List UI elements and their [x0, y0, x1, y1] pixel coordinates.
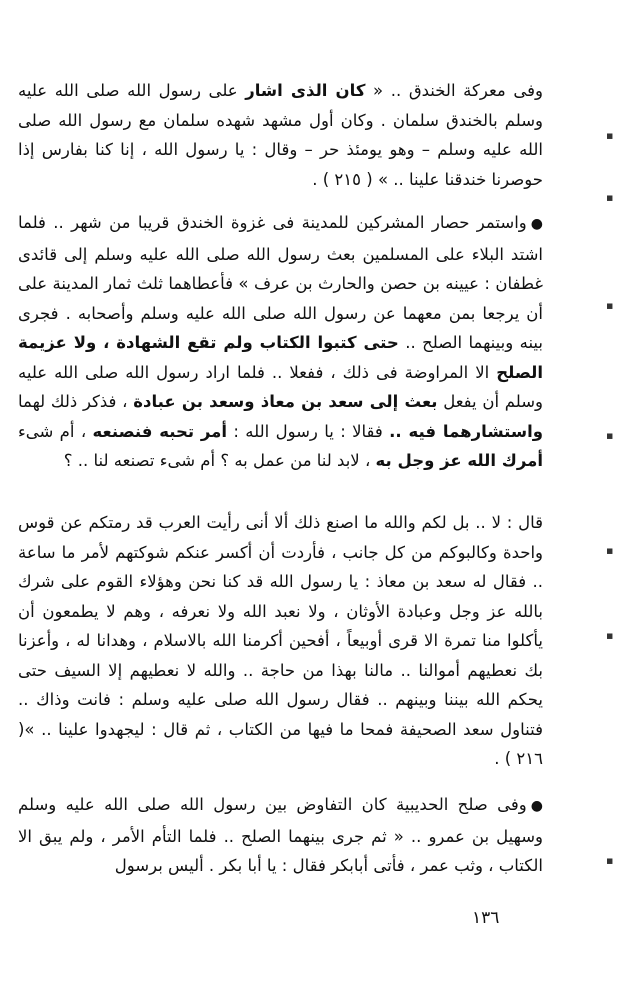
body-text: ، لابد لنا من عمل به ؟ أم شىء تصنعه لنا .. ؟	[63, 451, 376, 470]
body-text: الا المراوضة فى ذلك ، ففعلا .. فلما اراد رسول الله صلى الله عليه وسلم أن يفعل	[18, 362, 543, 411]
margin-mark: ▪	[606, 129, 614, 142]
emphasized-text: كان الذى اشار	[245, 81, 366, 100]
body-text: ، فذكر ذلك لهما	[18, 392, 134, 411]
body-text: فقالا : يا رسول الله :	[227, 421, 390, 441]
body-text: واستمر حصار المشركين للمدينة فى غزوة الخندق قريبا من شهر .. فلما اشتد البلاء على المسلمين بعث رسول الله صلى الله عليه وسلم إلى قائدى غطفان : عيينه بن حصن والحارث بن عرف » فأعطاهما ثلث ثمار المدينة على أن يرجعا بمن معهما عن رسول الله صلى الله عليه وسلم وأصحابه . فجرى بينه وبينهما الصلح ..	[18, 213, 543, 352]
paragraph-text	[18, 508, 543, 774]
margin-mark: ▪	[606, 854, 614, 867]
emphasized-text: حتى كتبوا الكتاب ولم تقع الشهادة ، ولا عزيمة الصلح	[18, 333, 543, 382]
margin-mark: ▪	[606, 299, 614, 312]
margin-mark: ▪	[606, 191, 614, 204]
margin-mark: ▪	[606, 429, 614, 442]
emphasized-text: أمرك الله عز وجل به	[375, 451, 543, 470]
page-number: ١٣٦	[472, 908, 500, 928]
paragraph-text	[18, 208, 543, 476]
body-text: ، أم شىء	[18, 421, 93, 441]
emphasized-text: بعث إلى سعد بن معاذ وسعد بن عبادة	[133, 392, 438, 411]
bullet-icon: ●	[530, 216, 543, 232]
paragraph-text	[18, 790, 543, 881]
paragraph-text	[18, 76, 543, 194]
body-text: على رسول الله صلى الله عليه وسلم بالخندق سلمان . وكان أول مشهد شهده سلمان مع رسول الله صلى الله عليه وسلم – وهو يومئذ حر – وقال : يا رسول الله ، إنا كنا بفارس إذا حوصرنا خندقنا علينا .. » ( ٢١٥ ) .	[18, 81, 543, 189]
paragraph-saad-reply	[18, 508, 543, 774]
body-text: وفى معركة الخندق .. «	[365, 81, 543, 100]
body-text: وفى صلح الحديبية كان التفاوض بين رسول الله صلى الله عليه وسلم وسهيل بن عمرو .. « ثم جرى بينهما الصلح .. فلما التأم الأمر ، ولم يبق الا الكتاب ، وثب عمر ، فأتى أبابكر فقال : يا أبا بكر . أليس برسول	[18, 795, 543, 875]
emphasized-text: أمر تحبه فنصنعه	[92, 421, 228, 441]
margin-mark: ▪	[606, 544, 614, 557]
margin-mark: ▪	[606, 629, 614, 642]
paragraph-hudaybiyyah	[18, 790, 543, 881]
body-text: قال : لا .. بل لكم والله ما اصنع ذلك ألا أنى رأيت العرب قد رمتكم عن قوس واحدة وكالبوكم من كل جانب ، فأردت أن أكسر عنكم شوكتهم لأمر ما ساعة .. فقال له سعد بن معاذ : يا رسول الله قد كنا نحن وهؤلاء القوم على شرك بالله عز وجل وعبادة الأوثان ، ولا نعبد الله ولا نعرفه ، وهم لا يطمعون أن يأكلوا منا تمرة الا قرى أوبيعاً ، أفحين أكرمنا الله بالاسلام ، وهدانا له ، وأعزنا بك نعطيهم أموالنا .. مالنا بهذا من حاجة .. والله لا نعطيهم إلا السيف حتى يحكم الله بيننا وبينهم .. فقال رسول الله صلى عليه وسلم : فانت وذاك .. فتناول سعد الصحيفة فمحا ما فيها من الكتاب ، ثم قال : ليجهدوا علينا .. »( ٢١٦ ) .	[18, 513, 543, 768]
paragraph-khandaq	[18, 76, 543, 194]
paragraph-ghatafan-treaty	[18, 208, 543, 476]
bullet-icon: ●	[530, 798, 543, 814]
emphasized-text: واستشارهما فيه ..	[389, 421, 543, 441]
